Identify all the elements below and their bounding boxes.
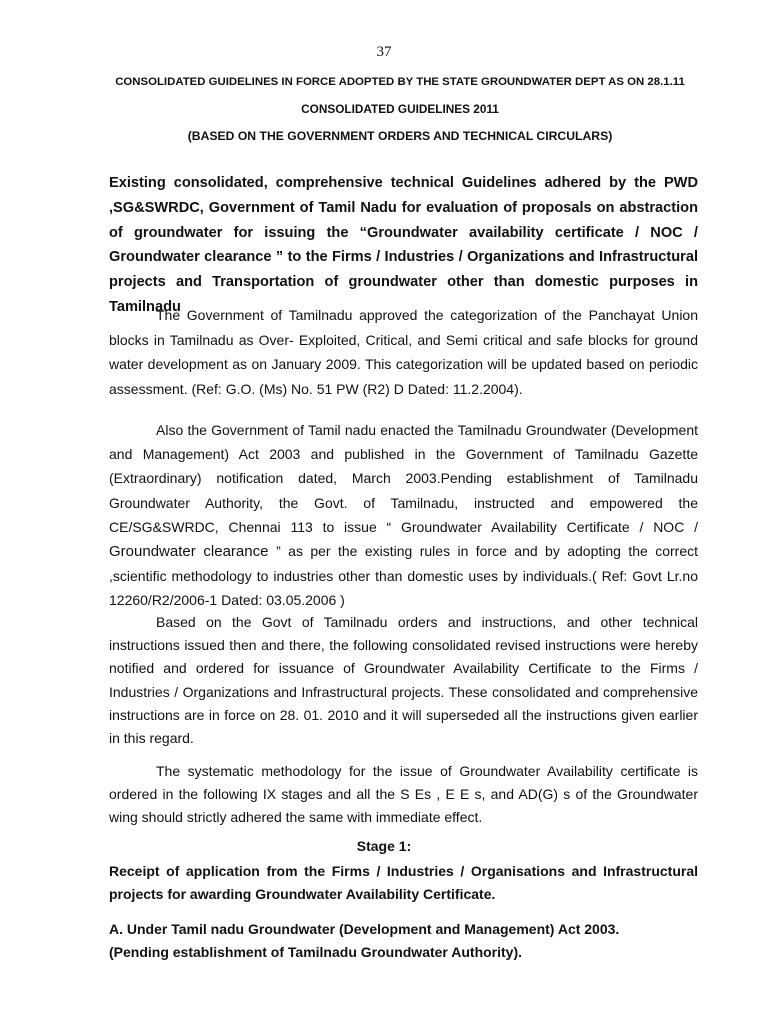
section-a-heading: A. Under Tamil nadu Groundwater (Development and Management) Act 2003. [109,921,620,937]
paragraph-act-2003 [109,418,698,613]
paragraph-consolidated-instructions: Based on the Govt of Tamilnadu orders and instructions, and other technical instructions issued then and there, the following consolidated revised instructions were hereby notified and ordered for issuance of Groundwater Availability Certificate to the Firms / Industries / Organizations and Infrastructural projects. These consolidated and comprehensive instructions are in force on 28. 01. 2010 and it will superseded all the instructions given earlier in this regard. [109,614,698,747]
heading-consolidated-guidelines-in-force: CONSOLIDATED GUIDELINES IN FORCE ADOPTED BY THE STATE GROUNDWATER DEPT AS ON 28.1.11 [115,76,685,88]
stage-1-description: Receipt of application from the Firms / Industries / Organisations and Infrastructural projects for awarding Groundwater Availability Certificate. [109,863,698,902]
page-number: 37 [376,44,392,60]
intro-paragraph: Existing consolidated, comprehensive technical Guidelines adhered by the PWD ,SG&SWRDC, Government of Tamil Nadu for evaluation of proposals on abstraction of groundwater for issuing the “Groundwater availability certificate / NOC / Groundwater clearance ” to the Firms / Industries / Organizations and Infrastructural projects and Transportation of groundwater other than domestic purposes in Tamilnadu [109,175,698,315]
paragraph-act-2003-part-1: Also the Government of Tamil nadu enacted the Tamilnadu Groundwater (Development and Management) Act 2003 and published in the Government of Tamilnadu Gazette (Extraordinary) notification dated, March 2003.Pending establishment of Tamilnadu Groundwater Authority, the Govt. of Tamilnadu, instructed and empowered the CE/SG&SWRDC, Chennai 113 to issue “ Groundwater Availability Certificate / NOC / [109,422,698,535]
paragraph-categorization: The Government of Tamilnadu approved the categorization of the Panchayat Union blocks in Tamilnadu as Over- Exploited, Critical, and Semi critical and safe blocks for ground water development as on January 2009. This categorization will be updated based on periodic assessment. (Ref: G.O. (Ms) No. 51 PW (R2) D Dated: 11.2.2004). [109,307,698,397]
section-a-note: (Pending establishment of Tamilnadu Groundwater Authority). [109,944,523,960]
stage-1-title: Stage 1: [356,838,412,854]
paragraph-systematic-methodology: The systematic methodology for the issue of Groundwater Availability certificate is ordered in the following IX stages and all the S Es , E E s, and AD(G) s of the Groundwater wing should strictly adhered the same with immediate effect. [109,763,698,826]
paragraph-act-2003-part-2: Groundwater clearance [109,543,277,561]
paragraph-act-2003-part-3: ” as per the existing rules in force and by adopting the correct ,scientific methodology to industries other than domestic uses by individuals.( Ref: Govt Lr.no 12260/R2/2006-1 Dated: 03.05.2006 ) [109,543,698,609]
heading-consolidated-guidelines-2011: CONSOLIDATED GUIDELINES 2011 [301,102,499,116]
heading-based-on-orders: (BASED ON THE GOVERNMENT ORDERS AND TECHNICAL CIRCULARS) [187,129,613,143]
